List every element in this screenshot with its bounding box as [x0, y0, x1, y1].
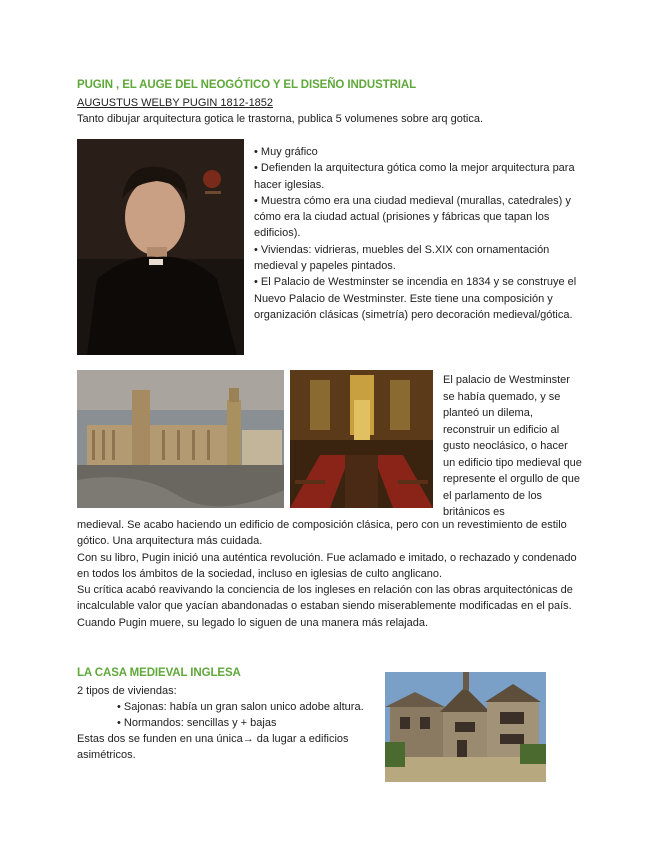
bullet-item: • El Palacio de Westminster se incendia en 1834 y se construye el Nuevo Palacio de Westminster. Este tiene una composición y organización clásicas (simetría) pero decoración medieval/gótica.	[254, 276, 577, 321]
subtitle-pugin-dates: AUGUSTUS WELBY PUGIN 1812-1852	[77, 97, 274, 109]
viviendas-intro: 2 tipos de viviendas:	[77, 685, 177, 697]
bullet-item: • Viviendas: vidrieras, muebles del S.XIX con ornamentación medieval y papeles pintados.	[254, 243, 550, 273]
bullet-item: • Muy gráfico	[254, 146, 318, 158]
medieval-house-image	[385, 672, 546, 782]
westminster-exterior-image	[77, 370, 284, 508]
side-paragraph: El palacio de Westminster se había quemado, y se planteó un dilema, reconstruir un edificio al gusto neoclásico, o hacer un edificio tipo medieval que represente el orgullo de que el parlamento de los británicos es	[443, 374, 582, 518]
intro-text: Tanto dibujar arquitectura gotica le trastorna, publica 5 volumenes sobre arq gotica.	[77, 113, 484, 125]
section-title-casa-medieval: LA CASA MEDIEVAL INGLESA	[77, 667, 241, 679]
westminster-interior-image	[290, 370, 433, 508]
section-title-pugin: PUGIN , EL AUGE DEL NEOGÓTICO Y EL DISEÑO INDUSTRIAL	[77, 79, 416, 91]
pugin-portrait-image	[77, 139, 244, 355]
list-item-normandos: • Normandos: sencillas y + bajas	[117, 717, 277, 729]
fusion-text-cont: asimétricos.	[77, 749, 136, 761]
paragraph: Con su libro, Pugin inició una auténtica revolución. Fue aclamado e imitado, o rechazado y condenado en todos los ámbitos de la sociedad, incluso en iglesias de culto anglicano.	[77, 551, 577, 580]
list-item-sajonas: • Sajonas: había un gran salon unico adobe altura.	[117, 701, 364, 713]
pugin-continuation	[77, 517, 582, 631]
paragraph: Su crítica acabó reavivando la conciencia de los ingleses en relación con las obras arquitectónicas de incalculable valor que yacían abandonadas o estaban siendo miserablemente modificadas en el país. Cuando Pugin muere, su legado lo siguen de una manera más relajada.	[77, 584, 573, 629]
westminster-side-text	[443, 372, 583, 521]
fusion-text: Estas dos se funden en una única→ da lugar a edificios	[77, 733, 349, 745]
paragraph: medieval. Se acabo haciendo un edificio de composición clásica, pero con un revestimiento de estilo gótico. Una arquitectura más cuidada.	[77, 519, 567, 548]
bullet-item: • Muestra cómo era una ciudad medieval (murallas, catedrales) y cómo era la ciudad actual (prisiones y fábricas que tapan los edificios).	[254, 194, 571, 240]
pugin-bullet-list	[254, 144, 584, 323]
bullet-item: • Defienden la arquitectura gótica como la mejor arquitectura para hacer iglesias.	[254, 162, 575, 191]
